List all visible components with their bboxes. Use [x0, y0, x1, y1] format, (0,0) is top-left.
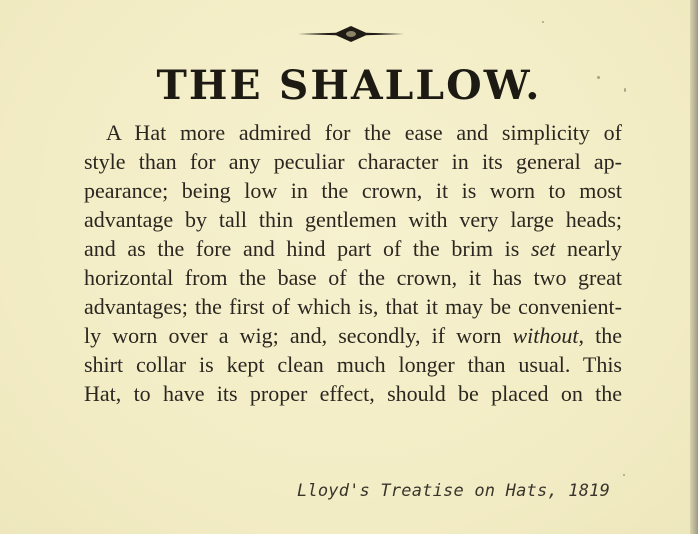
text-line: pearance; being low in the crown, it is worn to most	[84, 178, 622, 203]
text-line: style than for any peculiar character in its general ap-	[84, 149, 622, 174]
page-title: THE SHALLOW.	[156, 62, 542, 109]
emphasis-text: without	[512, 323, 579, 348]
text-line: advantages; the first of which is, that it may be convenient-	[84, 294, 622, 319]
text-segment: nearly	[555, 236, 622, 261]
paper-speck	[623, 474, 625, 476]
page-edge-shadow	[690, 0, 698, 534]
text-segment: and as the fore and hind part of the brim is	[84, 236, 531, 261]
text-line: horizontal from the base of the crown, it has two great	[84, 265, 622, 290]
body-paragraph	[84, 118, 624, 408]
text-segment: ly worn over a wig; and, secondly, if worn	[84, 323, 513, 348]
text-line: A Hat more admired for the ease and simplicity of	[106, 120, 622, 145]
paper-speck	[542, 21, 544, 23]
text-line: Hat, to have its proper effect, should be placed on the	[84, 381, 622, 406]
citation: Lloyd's Treatise on Hats, 1819	[296, 481, 610, 501]
emphasis-text: set	[530, 236, 556, 261]
text-line: advantage by tall thin gentlemen with very large heads;	[84, 207, 622, 232]
text-segment: , the	[578, 323, 622, 348]
text-line: shirt collar is kept clean much longer than usual. This	[84, 352, 622, 377]
ornament-divider-icon	[296, 24, 406, 44]
paper-speck	[597, 76, 600, 79]
text-line	[84, 234, 622, 263]
paper-speck	[624, 88, 626, 92]
text-line	[84, 321, 622, 350]
